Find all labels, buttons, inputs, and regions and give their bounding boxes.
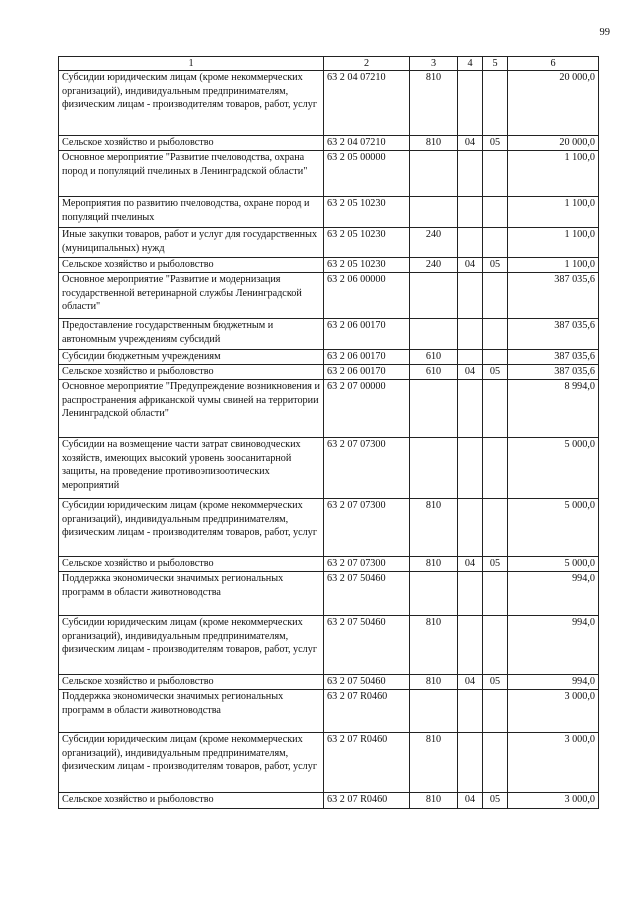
row-name: Основное мероприятие "Развитие и модернизация государственной ветеринарной службы Ленинградской области": [59, 273, 324, 319]
row-name: Субсидии юридическим лицам (кроме некоммерческих организаций), индивидуальным предпринимателям, физическим лицам - производителям товаров, работ, услуг: [59, 616, 324, 675]
table-row: [59, 71, 599, 136]
table-row: [59, 228, 599, 258]
row-code: 63 2 04 07210: [324, 136, 410, 151]
row-amount: 1 100,0: [508, 228, 599, 258]
row-expense-type: [410, 380, 458, 438]
row-expense-type: [410, 319, 458, 350]
row-subsection: [483, 151, 508, 197]
row-amount: 994,0: [508, 616, 599, 675]
row-subsection: [483, 690, 508, 733]
row-section: [458, 151, 483, 197]
row-subsection: 05: [483, 557, 508, 572]
row-code: 63 2 07 50460: [324, 572, 410, 616]
table-row: [59, 557, 599, 572]
page-number: 99: [599, 27, 610, 38]
row-subsection: [483, 228, 508, 258]
table-row: [59, 616, 599, 675]
row-section: 04: [458, 136, 483, 151]
row-section: [458, 438, 483, 499]
row-amount: 20 000,0: [508, 71, 599, 136]
row-subsection: [483, 499, 508, 557]
row-amount: 994,0: [508, 675, 599, 690]
row-expense-type: 240: [410, 228, 458, 258]
row-name: Поддержка экономически значимых региональных программ в области животноводства: [59, 572, 324, 616]
row-amount: 20 000,0: [508, 136, 599, 151]
header-row: [59, 57, 599, 71]
table-row: [59, 350, 599, 365]
row-section: 04: [458, 258, 483, 273]
row-expense-type: [410, 197, 458, 228]
row-amount: 387 035,6: [508, 365, 599, 380]
table-row: [59, 793, 599, 809]
row-code: 63 2 07 07300: [324, 499, 410, 557]
row-section: [458, 197, 483, 228]
row-amount: 5 000,0: [508, 557, 599, 572]
row-subsection: 05: [483, 675, 508, 690]
row-code: 63 2 05 00000: [324, 151, 410, 197]
row-subsection: [483, 319, 508, 350]
row-code: 63 2 07 00000: [324, 380, 410, 438]
table-row: [59, 197, 599, 228]
table-row: [59, 675, 599, 690]
row-name: Иные закупки товаров, работ и услуг для государственных (муниципальных) нужд: [59, 228, 324, 258]
row-expense-type: [410, 151, 458, 197]
row-amount: 387 035,6: [508, 273, 599, 319]
column-header: 1: [59, 57, 324, 71]
row-expense-type: 810: [410, 675, 458, 690]
row-name: Поддержка экономически значимых региональных программ в области животноводства: [59, 690, 324, 733]
row-code: 63 2 06 00000: [324, 273, 410, 319]
row-amount: 387 035,6: [508, 350, 599, 365]
row-section: [458, 71, 483, 136]
table-row: [59, 258, 599, 273]
table-row: [59, 499, 599, 557]
row-name: Предоставление государственным бюджетным и автономным учреждениям субсидий: [59, 319, 324, 350]
row-code: 63 2 04 07210: [324, 71, 410, 136]
column-header: 6: [508, 57, 599, 71]
row-name: Субсидии юридическим лицам (кроме некоммерческих организаций), индивидуальным предпринимателям, физическим лицам - производителям товаров, работ, услуг: [59, 733, 324, 793]
row-section: [458, 228, 483, 258]
table-row: [59, 136, 599, 151]
budget-table: [58, 56, 599, 809]
row-amount: 1 100,0: [508, 151, 599, 197]
table-row: [59, 690, 599, 733]
column-header: 4: [458, 57, 483, 71]
row-code: 63 2 07 R0460: [324, 733, 410, 793]
row-amount: 387 035,6: [508, 319, 599, 350]
row-expense-type: 810: [410, 557, 458, 572]
table-row: [59, 365, 599, 380]
row-code: 63 2 07 R0460: [324, 793, 410, 809]
row-code: 63 2 05 10230: [324, 258, 410, 273]
row-section: [458, 319, 483, 350]
row-name: Сельское хозяйство и рыболовство: [59, 136, 324, 151]
column-header: 3: [410, 57, 458, 71]
row-name: Сельское хозяйство и рыболовство: [59, 675, 324, 690]
row-expense-type: [410, 273, 458, 319]
row-name: Субсидии на возмещение части затрат свиноводческих хозяйств, имеющих высокий уровень зоосанитарной защиты, на проведение противоэпизоотических мероприятий: [59, 438, 324, 499]
row-section: 04: [458, 675, 483, 690]
row-amount: 994,0: [508, 572, 599, 616]
row-section: [458, 499, 483, 557]
table-row: [59, 572, 599, 616]
row-section: 04: [458, 557, 483, 572]
row-subsection: [483, 71, 508, 136]
row-subsection: [483, 572, 508, 616]
row-expense-type: 810: [410, 733, 458, 793]
row-code: 63 2 05 10230: [324, 228, 410, 258]
row-expense-type: 610: [410, 350, 458, 365]
row-section: [458, 380, 483, 438]
row-code: 63 2 07 07300: [324, 557, 410, 572]
row-expense-type: 810: [410, 71, 458, 136]
table-row: [59, 733, 599, 793]
row-expense-type: 810: [410, 793, 458, 809]
row-name: Сельское хозяйство и рыболовство: [59, 365, 324, 380]
row-subsection: [483, 380, 508, 438]
row-amount: 3 000,0: [508, 690, 599, 733]
row-section: [458, 733, 483, 793]
row-name: Субсидии бюджетным учреждениям: [59, 350, 324, 365]
row-subsection: [483, 350, 508, 365]
table-row: [59, 273, 599, 319]
row-expense-type: 810: [410, 136, 458, 151]
row-expense-type: 610: [410, 365, 458, 380]
row-name: Мероприятия по развитию пчеловодства, охране пород и популяций пчелиных: [59, 197, 324, 228]
row-section: [458, 690, 483, 733]
row-expense-type: 810: [410, 499, 458, 557]
row-subsection: 05: [483, 258, 508, 273]
row-subsection: [483, 616, 508, 675]
row-expense-type: [410, 690, 458, 733]
row-amount: 5 000,0: [508, 499, 599, 557]
row-section: [458, 273, 483, 319]
row-expense-type: [410, 572, 458, 616]
column-header: 5: [483, 57, 508, 71]
row-subsection: 05: [483, 365, 508, 380]
row-code: 63 2 07 50460: [324, 616, 410, 675]
row-name: Сельское хозяйство и рыболовство: [59, 557, 324, 572]
row-name: Основное мероприятие "Развитие пчеловодства, охрана пород и популяций пчелиных в Ленинградской области": [59, 151, 324, 197]
row-name: Сельское хозяйство и рыболовство: [59, 793, 324, 809]
row-subsection: 05: [483, 793, 508, 809]
row-section: 04: [458, 365, 483, 380]
table-row: [59, 380, 599, 438]
row-code: 63 2 06 00170: [324, 319, 410, 350]
row-amount: 8 994,0: [508, 380, 599, 438]
table-row: [59, 151, 599, 197]
row-code: 63 2 06 00170: [324, 365, 410, 380]
row-subsection: [483, 438, 508, 499]
row-section: [458, 616, 483, 675]
row-code: 63 2 07 R0460: [324, 690, 410, 733]
row-expense-type: [410, 438, 458, 499]
row-amount: 1 100,0: [508, 258, 599, 273]
column-header: 2: [324, 57, 410, 71]
row-name: Основное мероприятие "Предупреждение возникновения и распространения африканской чумы свиней на территории Ленинградской области": [59, 380, 324, 438]
row-code: 63 2 05 10230: [324, 197, 410, 228]
row-name: Субсидии юридическим лицам (кроме некоммерческих организаций), индивидуальным предпринимателям, физическим лицам - производителям товаров, работ, услуг: [59, 499, 324, 557]
row-amount: 1 100,0: [508, 197, 599, 228]
row-section: 04: [458, 793, 483, 809]
row-subsection: [483, 273, 508, 319]
row-name: Сельское хозяйство и рыболовство: [59, 258, 324, 273]
table-row: [59, 319, 599, 350]
row-expense-type: 810: [410, 616, 458, 675]
row-expense-type: 240: [410, 258, 458, 273]
row-code: 63 2 07 50460: [324, 675, 410, 690]
row-code: 63 2 07 07300: [324, 438, 410, 499]
row-amount: 5 000,0: [508, 438, 599, 499]
row-subsection: 05: [483, 136, 508, 151]
row-code: 63 2 06 00170: [324, 350, 410, 365]
row-amount: 3 000,0: [508, 733, 599, 793]
row-section: [458, 572, 483, 616]
row-subsection: [483, 197, 508, 228]
table-row: [59, 438, 599, 499]
row-section: [458, 350, 483, 365]
row-subsection: [483, 733, 508, 793]
row-name: Субсидии юридическим лицам (кроме некоммерческих организаций), индивидуальным предпринимателям, физическим лицам - производителям товаров, работ, услуг: [59, 71, 324, 136]
row-amount: 3 000,0: [508, 793, 599, 809]
